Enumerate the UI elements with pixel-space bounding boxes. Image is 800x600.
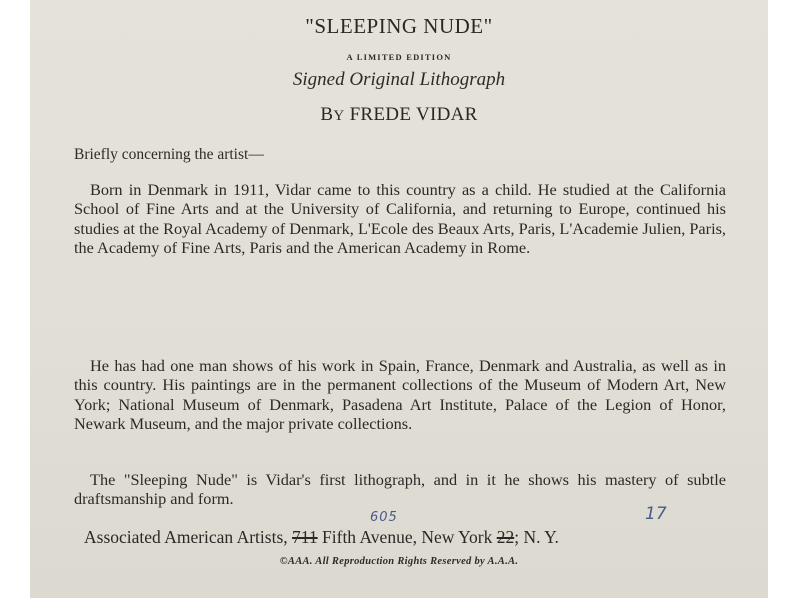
street-name: Fifth Avenue, New York — [317, 527, 497, 547]
handwritten-street-number: 605 — [370, 510, 398, 525]
exhibitions-paragraph — [74, 356, 726, 433]
publisher-name: Associated American Artists, — [84, 527, 293, 547]
struck-zone-number: 22 — [496, 527, 515, 547]
biography-paragraph — [74, 180, 726, 257]
edition-label: A LIMITED EDITION — [346, 52, 452, 62]
publisher-address — [84, 527, 559, 548]
copyright-notice: ©AAA. All Reproduction Rights Reserved by A.A.A. — [279, 556, 519, 567]
paragraph-text: Born in Denmark in 1911, Vidar came to this country as a child. He studied at the California School of Fine Arts and at the University of California, and returning to Europe, continued his studies at the Royal Academy of Denmark, L'Ecole des Beaux Arts, Paris, L'Academie Julien, Paris, the Academy of Fine Arts, Paris and the American Academy in Rome. — [74, 180, 726, 257]
artwork-title: "SLEEPING NUDE" — [305, 14, 493, 38]
artist-byline — [30, 104, 768, 126]
lithograph-paragraph — [74, 470, 726, 509]
artist-name: FREDE VIDAR — [349, 104, 478, 125]
paragraph-text: The "Sleeping Nude" is Vidar's first lithograph, and in it he shows his mastery of subtle draftsmanship and form. — [74, 470, 726, 509]
byline-prefix-cap: B — [320, 104, 334, 125]
paragraph-text: He has had one man shows of his work in Spain, France, Denmark and Australia, as well as in this country. His paintings are in the permanent collections of the Museum of Modern Art, New York; National Museum of Denmark, Pasadena Art Institute, Palace of the Legion of Honor, Newark Museum, and the major private collections. — [74, 356, 726, 433]
lithograph-info-sheet — [30, 0, 768, 598]
struck-street-number: 711 — [292, 527, 318, 547]
intro-heading: Briefly concerning the artist— — [74, 146, 264, 163]
byline-prefix-small: Y — [333, 108, 345, 124]
artwork-subtitle: Signed Original Lithograph — [292, 69, 506, 90]
handwritten-zone-number: 17 — [645, 504, 667, 524]
address-suffix: ; N. Y. — [514, 527, 559, 547]
